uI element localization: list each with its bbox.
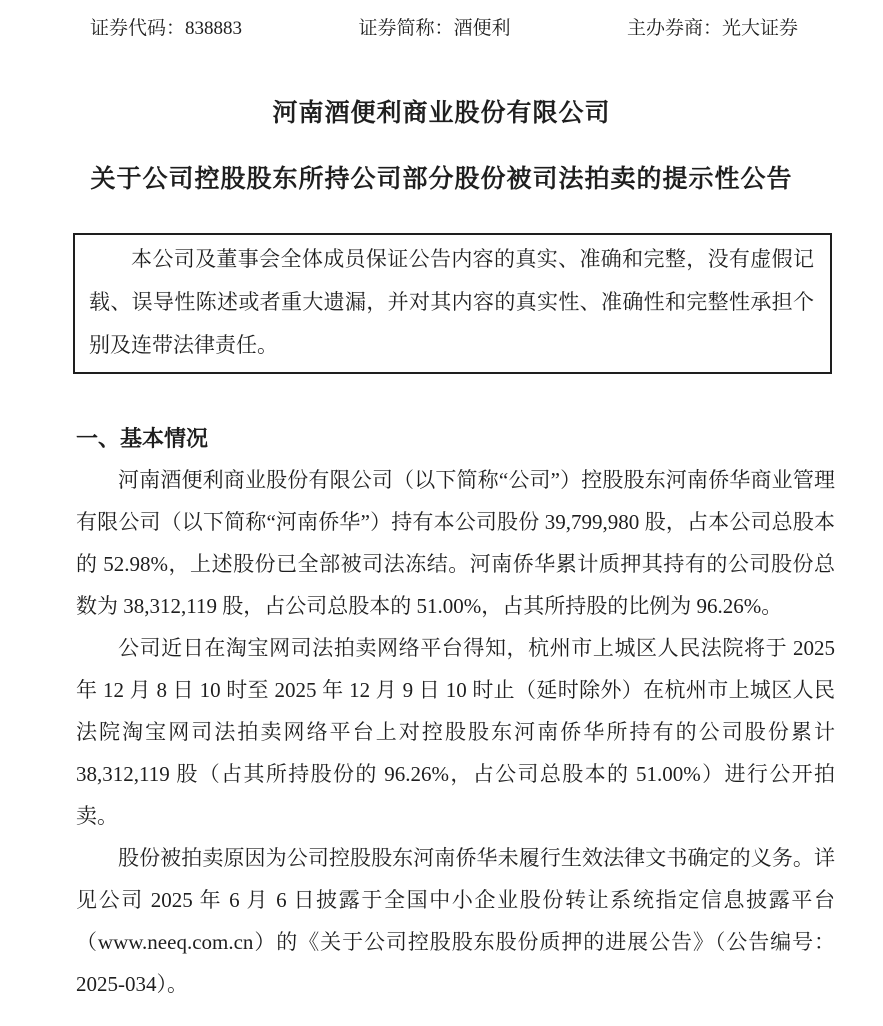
sponsor-value: 光大证券 (721, 18, 798, 39)
stock-code-value: 838883 (185, 18, 243, 39)
stock-short-label: 证券简称： (358, 18, 454, 39)
paragraph-auction-notice: 公司近日在淘宝网司法拍卖网络平台得知，杭州市上城区人民法院将于 2025 年 12 月 8 日 10 时至 2025 年 12 月 9 日 10 时止（延时除外）在杭州市上城区人民法院淘宝网司法拍卖网络平台上对控股股东河南侨华所持有的公司股份累计 38,312,119 股（占其所持股份的 96.26%，占公司总股本的 51.00%）进行公开拍卖。 (76, 636, 835, 828)
stock-code (90, 16, 242, 41)
paragraph-auction-reason: 股份被拍卖原因为公司控股股东河南侨华未履行生效法律文书确定的义务。详见公司 2025 年 6 月 6 日披露于全国中小企业股份转让系统指定信息披露平台（www.neeq.com.cn）的《关于公司控股股东股份质押的进展公告》（公告编号：2025-034）。 (76, 846, 835, 996)
stock-short-value: 酒便利 (453, 18, 511, 39)
sponsor (627, 16, 798, 41)
stock-code-label: 证券代码： (90, 18, 186, 39)
stock-short-name (358, 16, 510, 41)
announcement-title: 关于公司控股股东所持公司部分股份被司法拍卖的提示性公告 (90, 166, 793, 193)
sponsor-label: 主办券商： (626, 18, 722, 39)
disclaimer-box (73, 233, 832, 374)
paragraph-shareholding: 河南酒便利商业股份有限公司（以下简称“公司”）控股股东河南侨华商业管理有限公司（以下简称“河南侨华”）持有本公司股份 39,799,980 股，占本公司总股本的 52.98%，上述股份已全部被司法冻结。河南侨华累计质押其持有的公司股份总数为 38,312,119 股，占公司总股本的 51.00%，占其所持股的比例为 96.26%。 (76, 468, 835, 618)
disclaimer-text: 本公司及董事会全体成员保证公告内容的真实、准确和完整，没有虚假记载、误导性陈述或者重大遗漏，并对其内容的真实性、准确性和完整性承担个别及连带法律责任。 (89, 247, 814, 357)
company-title: 河南酒便利商业股份有限公司 (272, 100, 611, 127)
section-heading-basic-info: 一、基本情况 (76, 426, 209, 451)
section-body (76, 459, 835, 1005)
securities-header (0, 0, 883, 41)
